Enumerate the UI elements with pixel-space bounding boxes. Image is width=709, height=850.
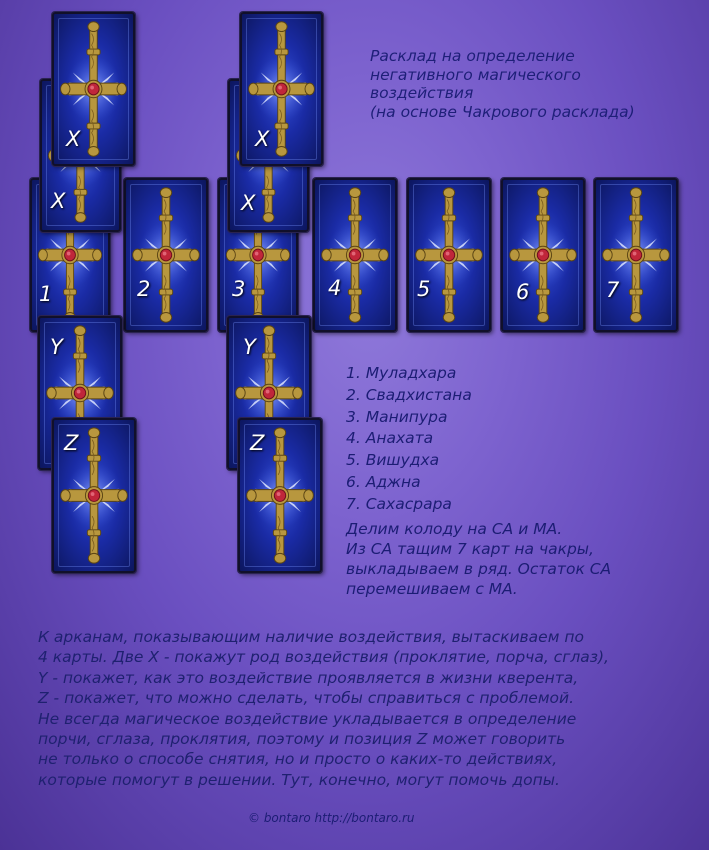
card-z [238,418,322,573]
chakra-item: 3. Манипура [346,407,448,426]
card-position-4 [313,178,397,332]
chakra-list [346,363,472,516]
chakra-item: 1. Муладхара [346,364,457,382]
title-line: негативного магического [370,65,581,84]
card-label: 7 [606,278,620,302]
description-line: Не всегда магическое воздействие укладывается в определение [38,709,577,728]
card-label: X [66,127,81,151]
cross-icon [242,14,321,164]
chakra-item: 5. Вишудха [346,451,440,470]
card-label: 6 [516,280,530,304]
card-position-6 [501,178,585,332]
description-line: Z - покажет, что можно сделать, чтобы справиться с проблемой. [38,689,575,708]
card-label: Z [250,431,265,455]
instruction-line: Из СА тащим 7 карт на чакры, [346,540,594,558]
card-label: 4 [328,276,342,300]
title-line: воздействия [370,84,474,102]
cross-icon [315,180,395,330]
credit-link[interactable]: © bontaro http://bontaro.ru [248,811,415,825]
description-line: не только о способе снятия, но и просто о каких-то действиях, [38,750,558,769]
title-line: Расклад на определение [370,47,575,65]
cross-icon [596,180,676,330]
chakra-item: 2. Свадхистана [346,385,472,404]
card-position-5 [407,178,491,332]
description-line: порчи, сглаза, проклятия, поэтому и позиция Z может говорить [38,730,566,749]
card-label: X [241,191,256,215]
description-line: которые помогут в решении. Тут, конечно, могут помочь допы. [38,770,560,789]
description-line: Y - покажет, как это воздействие проявляется в жизни кверента, [38,668,579,687]
card-z [52,418,136,573]
chakra-item: 6. Аджна [346,472,421,491]
description-text [38,627,609,790]
cross-icon [126,180,206,330]
card-label: X [51,189,66,213]
card-label: 5 [417,277,431,301]
instruction-line: выкладываем в ряд. Остаток СА [346,560,612,578]
card-label: X [255,127,270,151]
cross-icon [503,180,583,330]
cross-icon [409,180,489,330]
instruction-line: перемешиваем с МА. [346,580,518,598]
card-label: Y [50,335,63,359]
deck-instructions [346,519,611,599]
description-line: 4 карты. Две X - покажут род воздействия (проклятие, порча, сглаз), [38,648,609,667]
card-label: 1 [39,282,53,306]
card-label: 2 [137,277,151,301]
card-label: 3 [232,277,246,301]
chakra-item: 7. Сахасрара [346,494,452,513]
chakra-item: 4. Анахата [346,429,434,448]
layout-title [370,47,700,121]
card-x-upper [52,12,135,166]
instruction-line: Делим колоду на СА и МА. [346,520,563,538]
card-label: Y [243,335,256,359]
card-label: Z [64,431,79,455]
description-line: К арканам, показывающим наличие воздействия, вытаскиваем по [38,628,584,646]
title-line: (на основе Чакрового расклада) [370,102,635,121]
card-x-upper [240,12,323,166]
card-position-7 [594,178,678,332]
card-position-2 [124,178,208,332]
